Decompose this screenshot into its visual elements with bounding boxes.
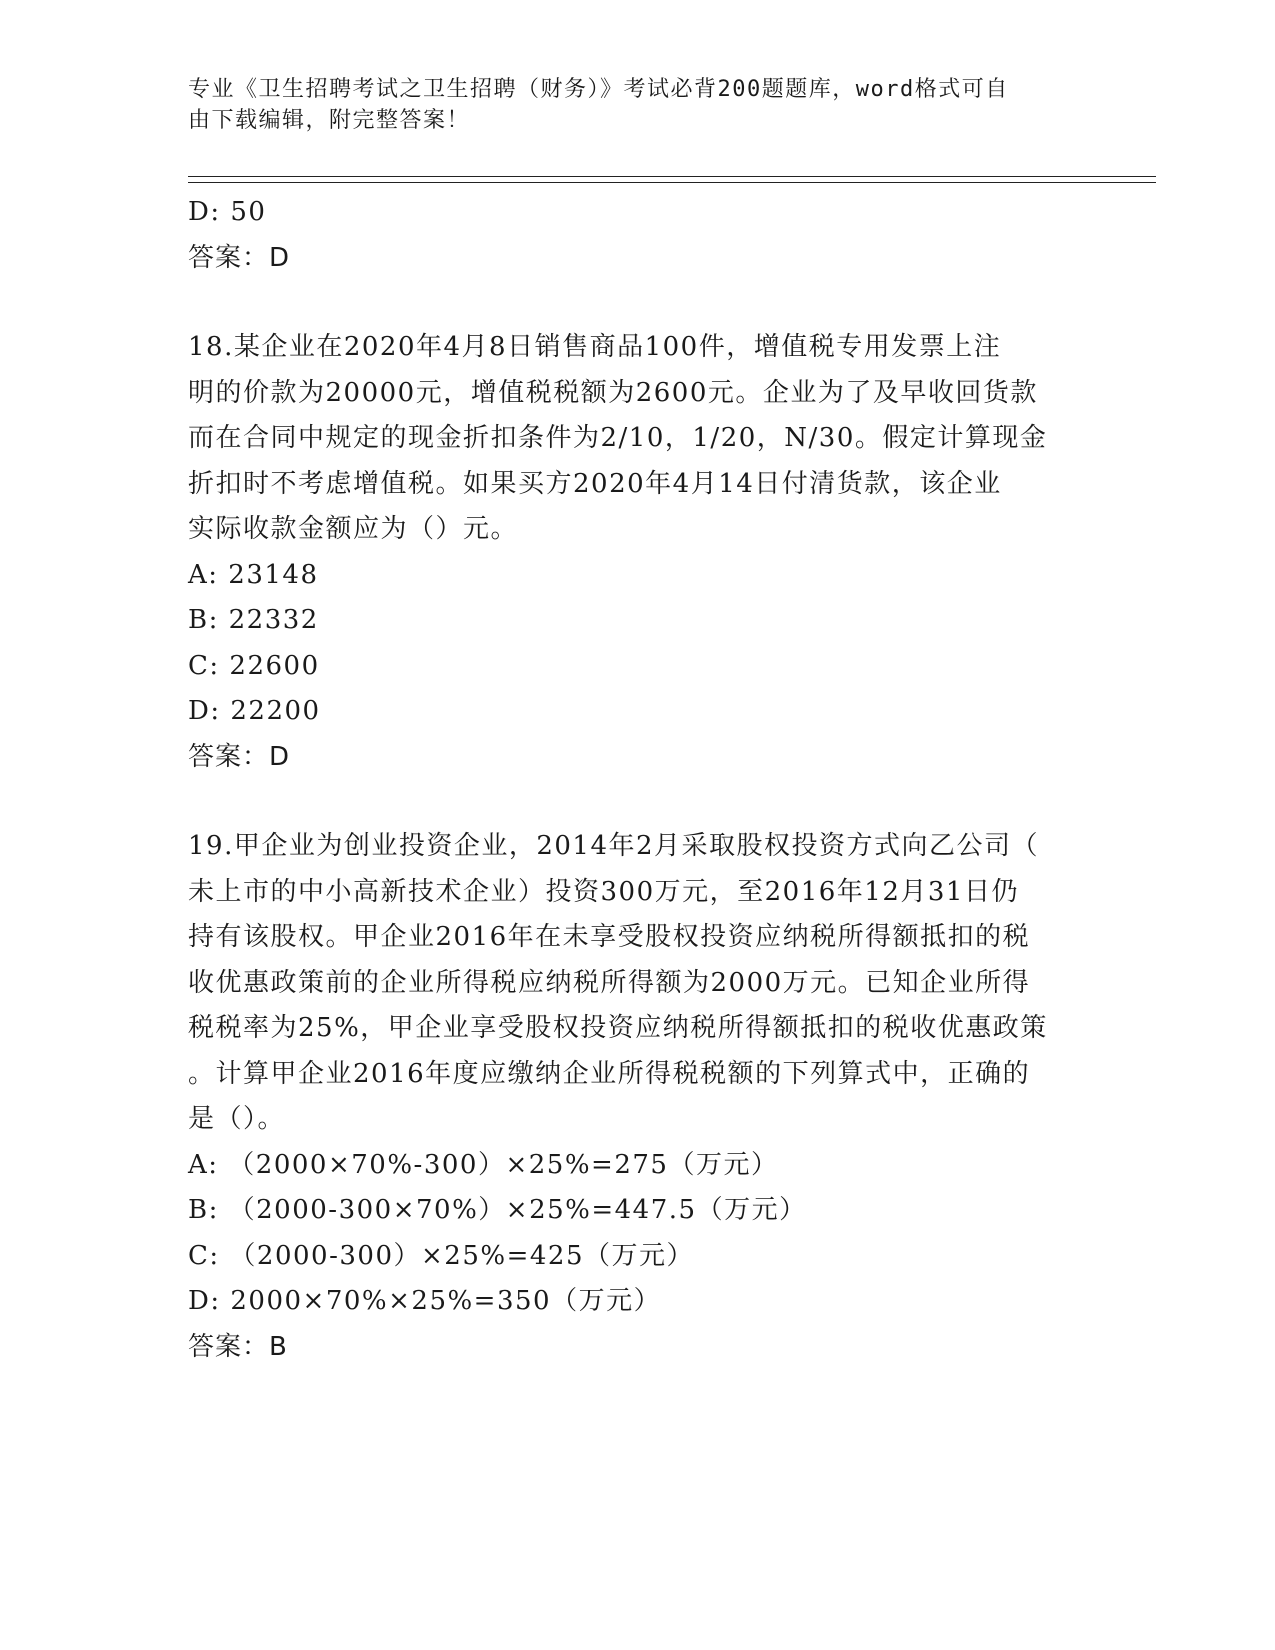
answer-line: 答案：D — [188, 741, 291, 772]
header-divider-top — [188, 176, 1156, 177]
question-18 — [188, 325, 1088, 780]
answer-line: 答案：D — [188, 242, 291, 273]
option-a: A: （2000×70%-300）×25%=275（万元） — [188, 1149, 779, 1180]
question-text-line: 。计算甲企业2016年度应缴纳企业所得税税额的下列算式中，正确的 — [188, 1058, 1031, 1089]
option-d: D: 22200 — [188, 696, 321, 726]
header-divider-bottom — [188, 182, 1156, 183]
question-text-line: 税税率为25%，甲企业享受股权投资应纳税所得额抵扣的税收优惠政策 — [188, 1013, 1048, 1043]
question-text-line: 而在合同中规定的现金折扣条件为2/10，1/20，N/30。假定计算现金 — [188, 423, 1048, 453]
answer-line: 答案：B — [188, 1331, 288, 1362]
spacer — [188, 780, 1088, 824]
question-19 — [188, 824, 1088, 1370]
document-header — [188, 74, 1068, 136]
document-body — [188, 190, 1088, 1370]
spacer — [188, 281, 1088, 325]
option-b: B: （2000-300×70%）×25%=447.5（万元） — [188, 1195, 807, 1225]
question-text-line: 19.甲企业为创业投资企业，2014年2月采取股权投资方式向乙公司（ — [188, 831, 1040, 861]
header-line-1: 专业《卫生招聘考试之卫生招聘（财务）》考试必背200题题库，word格式可自 — [188, 77, 1009, 102]
previous-question-tail — [188, 190, 1088, 281]
option-c: C: （2000-300）×25%=425（万元） — [188, 1240, 694, 1271]
question-text-line: 实际收款金额应为（）元。 — [188, 514, 519, 544]
option-c: C: 22600 — [188, 650, 320, 681]
question-text-line: 持有该股权。甲企业2016年在未享受股权投资应纳税所得额抵扣的税 — [188, 922, 1031, 952]
question-text-line: 18.某企业在2020年4月8日销售商品100件，增值税专用发票上注 — [188, 332, 1002, 362]
question-text-line: 是（）。 — [188, 1104, 286, 1134]
option-d: D: 2000×70%×25%=350（万元） — [188, 1286, 662, 1316]
question-text-line: 折扣时不考虑增值税。如果买方2020年4月14日付清货款，该企业 — [188, 468, 1002, 499]
question-text-line: 未上市的中小高新技术企业）投资300万元，至2016年12月31日仍 — [188, 876, 1019, 907]
option-b: B: 22332 — [188, 605, 319, 635]
question-text-line: 收优惠政策前的企业所得税应纳税所得额为2000万元。已知企业所得 — [188, 967, 1031, 998]
question-text-line: 明的价款为20000元，增值税税额为2600元。企业为了及早收回货款 — [188, 377, 1038, 408]
option-a: A: 23148 — [188, 559, 319, 590]
option-d: D: 50 — [188, 197, 267, 227]
header-line-2: 由下载编辑，附完整答案！ — [188, 108, 471, 133]
